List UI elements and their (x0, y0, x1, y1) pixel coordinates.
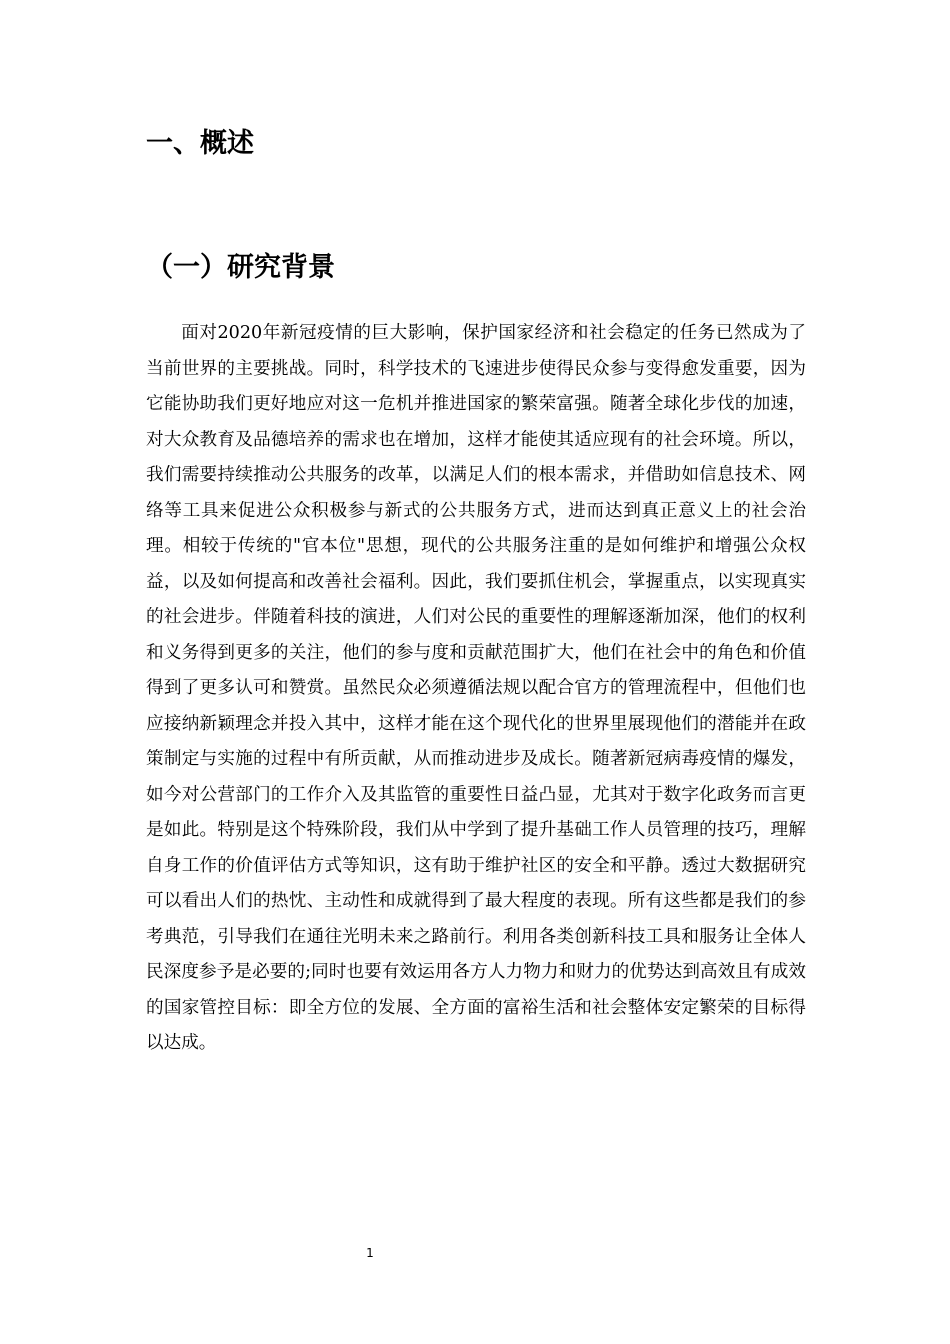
page-number: 1 (366, 1246, 374, 1260)
subsection-heading: （一）研究背景 (146, 252, 335, 283)
section-heading: 一、概述 (146, 128, 254, 159)
body-paragraph: 面对2020年新冠疫情的巨大影响，保护国家经济和社会稳定的任务已然成为了当前世界的主要挑战。同时，科学技术的飞速进步使得民众参与变得愈发重要，因为它能协助我们更好地应对这一危机并推进国家的繁荣富强。随著全球化步伐的加速，对大众教育及品德培养的需求也在增加，这样才能使其适应现有的社会环境。所以，我们需要持续推动公共服务的改革，以满足人们的根本需求，并借助如信息技术、网络等工具来促进公众积极参与新式的公共服务方式，进而达到真正意义上的社会治理。相较于传统的"官本位"思想，现代的公共服务注重的是如何维护和增强公众权益，以及如何提高和改善社会福利。因此，我们要抓住机会，掌握重点，以实现真实的社会进步。伴随着科技的演进，人们对公民的重要性的理解逐渐加深，他们的权利和义务得到更多的关注，他们的参与度和贡献范围扩大，他们在社会中的角色和价值得到了更多认可和赞赏。虽然民众必须遵循法规以配合官方的管理流程中，但他们也应接纳新颖理念并投入其中，这样才能在这个现代化的世界里展现他们的潜能并在政策制定与实施的过程中有所贡献，从而推动进步及成长。随著新冠病毒疫情的爆发，如今对公营部门的工作介入及其监管的重要性日益凸显，尤其对于数字化政务而言更是如此。特别是这个特殊阶段，我们从中学到了提升基础工作人员管理的技巧，理解自身工作的价值评估方式等知识，这有助于维护社区的安全和平静。透过大数据研究可以看出人们的热忱、主动性和成就得到了最大程度的表现。所有这些都是我们的参考典范，引导我们在通往光明未来之路前行。利用各类创新科技工具和服务让全体人民深度参予是必要的;同时也要有效运用各方人力物力和财力的优势达到高效且有成效的国家管控目标：即全方位的发展、全方面的富裕生活和社会整体安定繁荣的目标得以达成。 (146, 323, 806, 1053)
